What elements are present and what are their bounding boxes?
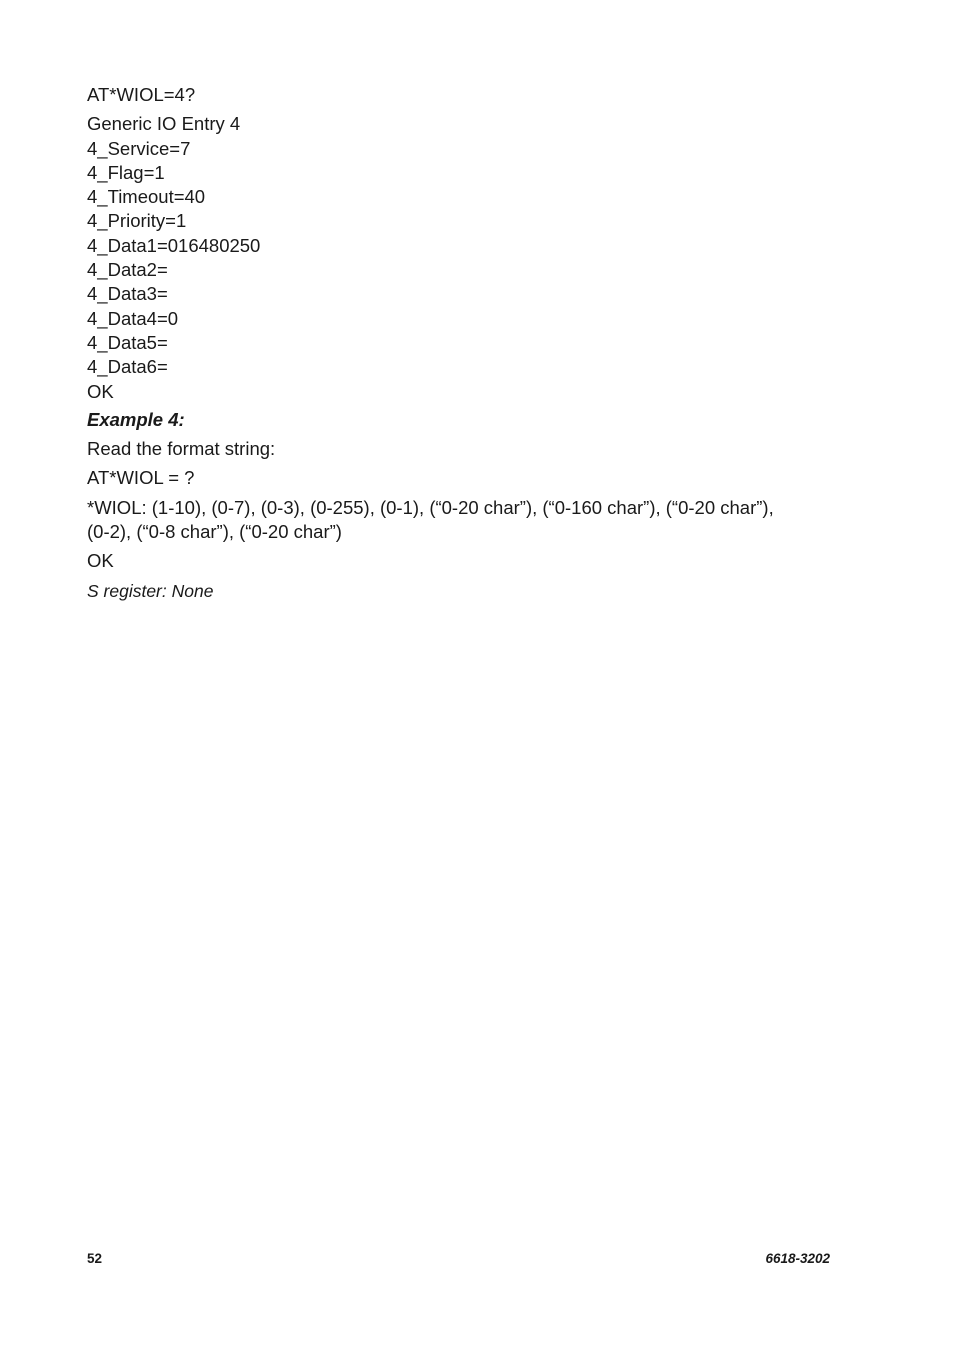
example-description: Read the format string: bbox=[87, 438, 276, 460]
response-line-data5: 4_Data5= bbox=[87, 331, 168, 353]
query-command: AT*WIOL=4? bbox=[87, 84, 196, 105]
example-command: AT*WIOL = ? bbox=[87, 467, 195, 489]
response-line-service: 4_Service=7 bbox=[87, 137, 191, 159]
page-number: 52 bbox=[87, 1251, 103, 1266]
format-line-1: *WIOL: (1-10), (0-7), (0-3), (0-255), (0-1), (“0-20 char”), (“0-160 char”), (“0-20 char”), bbox=[87, 496, 774, 518]
s-register-note: S register: None bbox=[87, 580, 214, 601]
response-line-flag: 4_Flag=1 bbox=[87, 161, 165, 183]
response-line-priority: 4_Priority=1 bbox=[87, 210, 187, 232]
format-string-block bbox=[87, 496, 847, 545]
response-line-data1: 4_Data1=016480250 bbox=[87, 234, 261, 256]
response-line-data6: 4_Data6= bbox=[87, 356, 168, 378]
response-line-data3: 4_Data3= bbox=[87, 283, 168, 305]
format-line-2: (0-2), (“0-8 char”), (“0-20 char”) bbox=[87, 521, 342, 543]
example-heading: Example 4: bbox=[87, 408, 185, 430]
response-title: Generic IO Entry 4 bbox=[87, 113, 241, 135]
response-block bbox=[87, 112, 847, 404]
example-status: OK bbox=[87, 550, 114, 572]
response-line-data4: 4_Data4=0 bbox=[87, 307, 179, 329]
response-line-data2: 4_Data2= bbox=[87, 259, 168, 281]
document-number: 6618-3202 bbox=[765, 1251, 830, 1266]
response-line-timeout: 4_Timeout=40 bbox=[87, 186, 206, 208]
response-status: OK bbox=[87, 380, 114, 402]
document-body bbox=[87, 83, 847, 603]
